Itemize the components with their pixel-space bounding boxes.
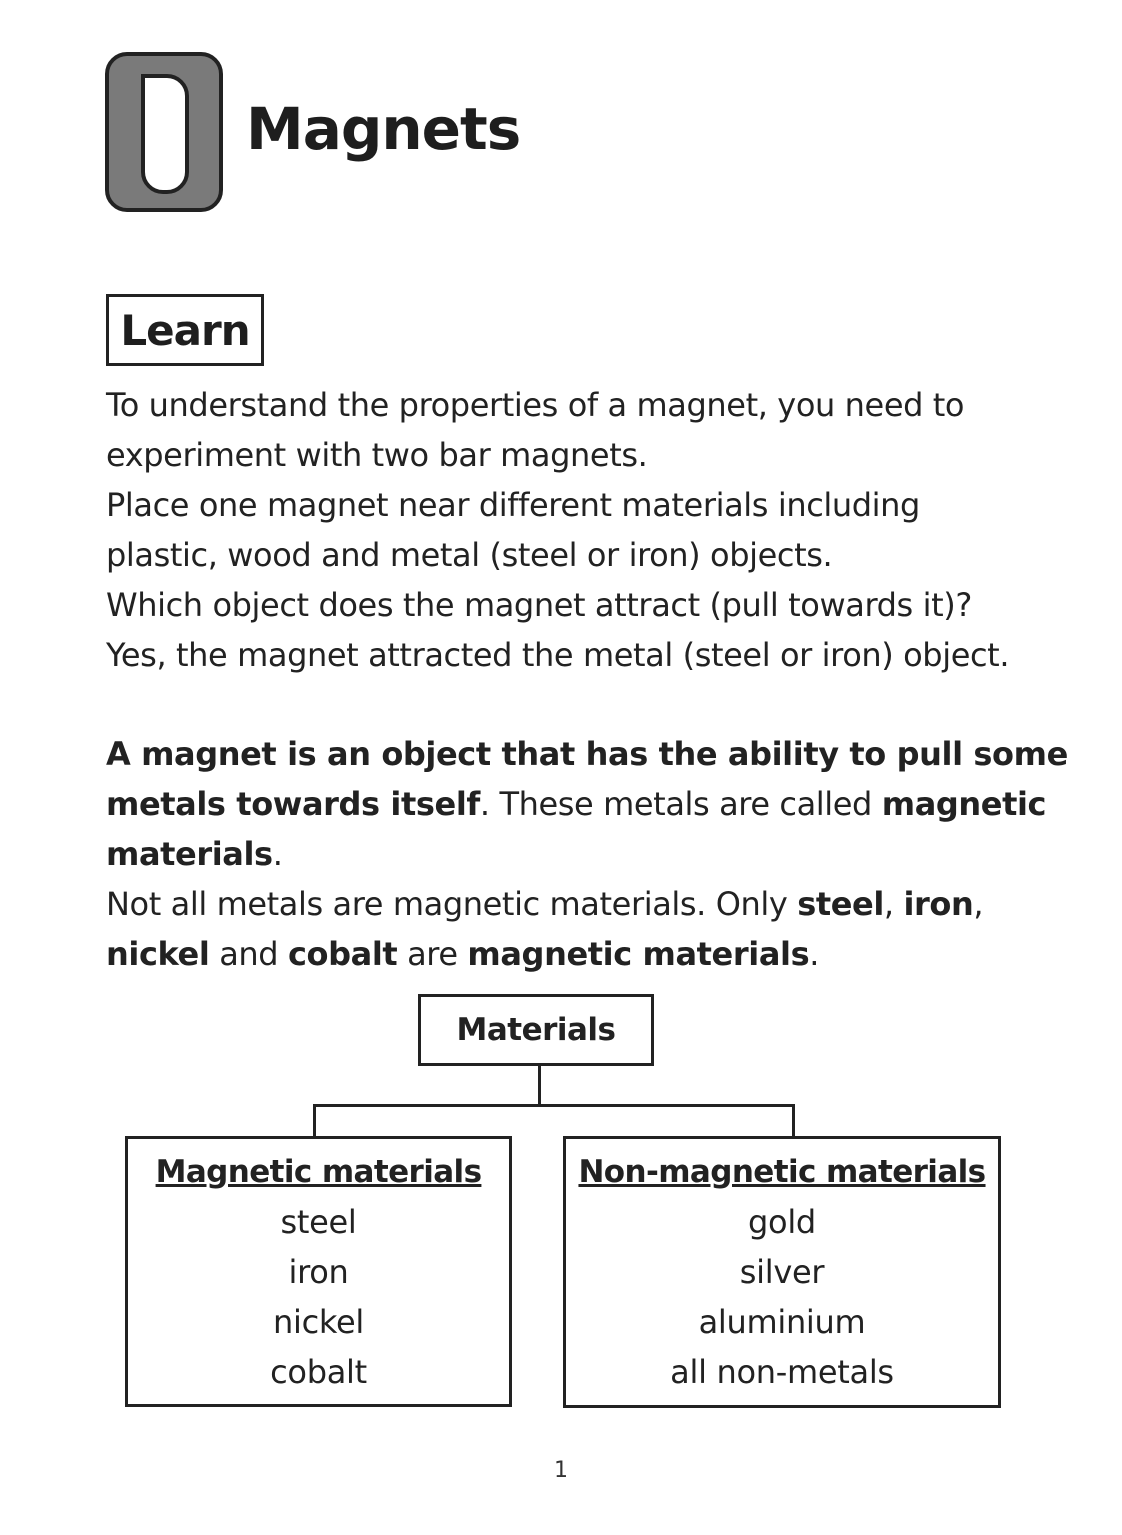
note-text: . [809, 935, 820, 973]
definition-text: . [272, 835, 283, 873]
materials-root-box [418, 994, 654, 1066]
definition-text: . These metals are called [479, 785, 882, 823]
list-item: nickel [273, 1303, 364, 1341]
definition-paragraph [106, 729, 1068, 979]
intro-line: To understand the properties of a magnet, you need to [106, 386, 965, 424]
non-magnetic-materials-list [566, 1197, 998, 1397]
non-magnetic-materials-title: Non-magnetic materials [578, 1154, 986, 1190]
connector-line [313, 1104, 795, 1107]
intro-paragraph [106, 380, 1009, 680]
note-comma: , [973, 885, 984, 923]
magnetic-materials-list [128, 1197, 509, 1397]
intro-line: plastic, wood and metal (steel or iron) objects. [106, 536, 833, 574]
note-text: are [397, 935, 468, 973]
connector-line [538, 1066, 541, 1106]
note-cobalt: cobalt [287, 935, 398, 973]
magnetic-materials-box [125, 1136, 512, 1407]
intro-line: experiment with two bar magnets. [106, 436, 648, 474]
chapter-number-badge [105, 52, 223, 212]
intro-line: Yes, the magnet attracted the metal (steel or iron) object. [106, 636, 1010, 674]
list-item: aluminium [698, 1303, 866, 1341]
learn-label-text: Learn [120, 305, 250, 355]
intro-line: Which object does the magnet attract (pull towards it)? [106, 586, 972, 624]
definition-bold: A magnet is an object that has the ability to pull some [106, 735, 1068, 773]
page-number: 1 [554, 1458, 568, 1483]
note-magnetic-materials: magnetic materials [467, 935, 810, 973]
note-comma: , [883, 885, 904, 923]
list-item: iron [288, 1253, 349, 1291]
chapter-number [141, 74, 189, 194]
definition-bold: metals towards itself [106, 785, 480, 823]
list-item: steel [280, 1203, 357, 1241]
non-magnetic-materials-box [563, 1136, 1001, 1408]
chapter-title: Magnets [246, 95, 521, 163]
definition-bold: magnetic [881, 785, 1047, 823]
note-steel: steel [797, 885, 884, 923]
list-item: cobalt [270, 1353, 367, 1391]
note-text: Not all metals are magnetic materials. Only [106, 885, 798, 923]
note-iron: iron [903, 885, 974, 923]
materials-root-label: Materials [456, 1012, 616, 1048]
note-nickel: nickel [106, 935, 210, 973]
intro-line: Place one magnet near different materials including [106, 486, 920, 524]
learn-section-label [106, 294, 264, 366]
connector-line [792, 1104, 795, 1138]
list-item: gold [748, 1203, 816, 1241]
note-text: and [209, 935, 288, 973]
list-item: silver [739, 1253, 825, 1291]
list-item: all non-metals [670, 1353, 894, 1391]
connector-line [313, 1104, 316, 1137]
definition-bold: materials [106, 835, 273, 873]
magnetic-materials-title: Magnetic materials [155, 1154, 482, 1190]
